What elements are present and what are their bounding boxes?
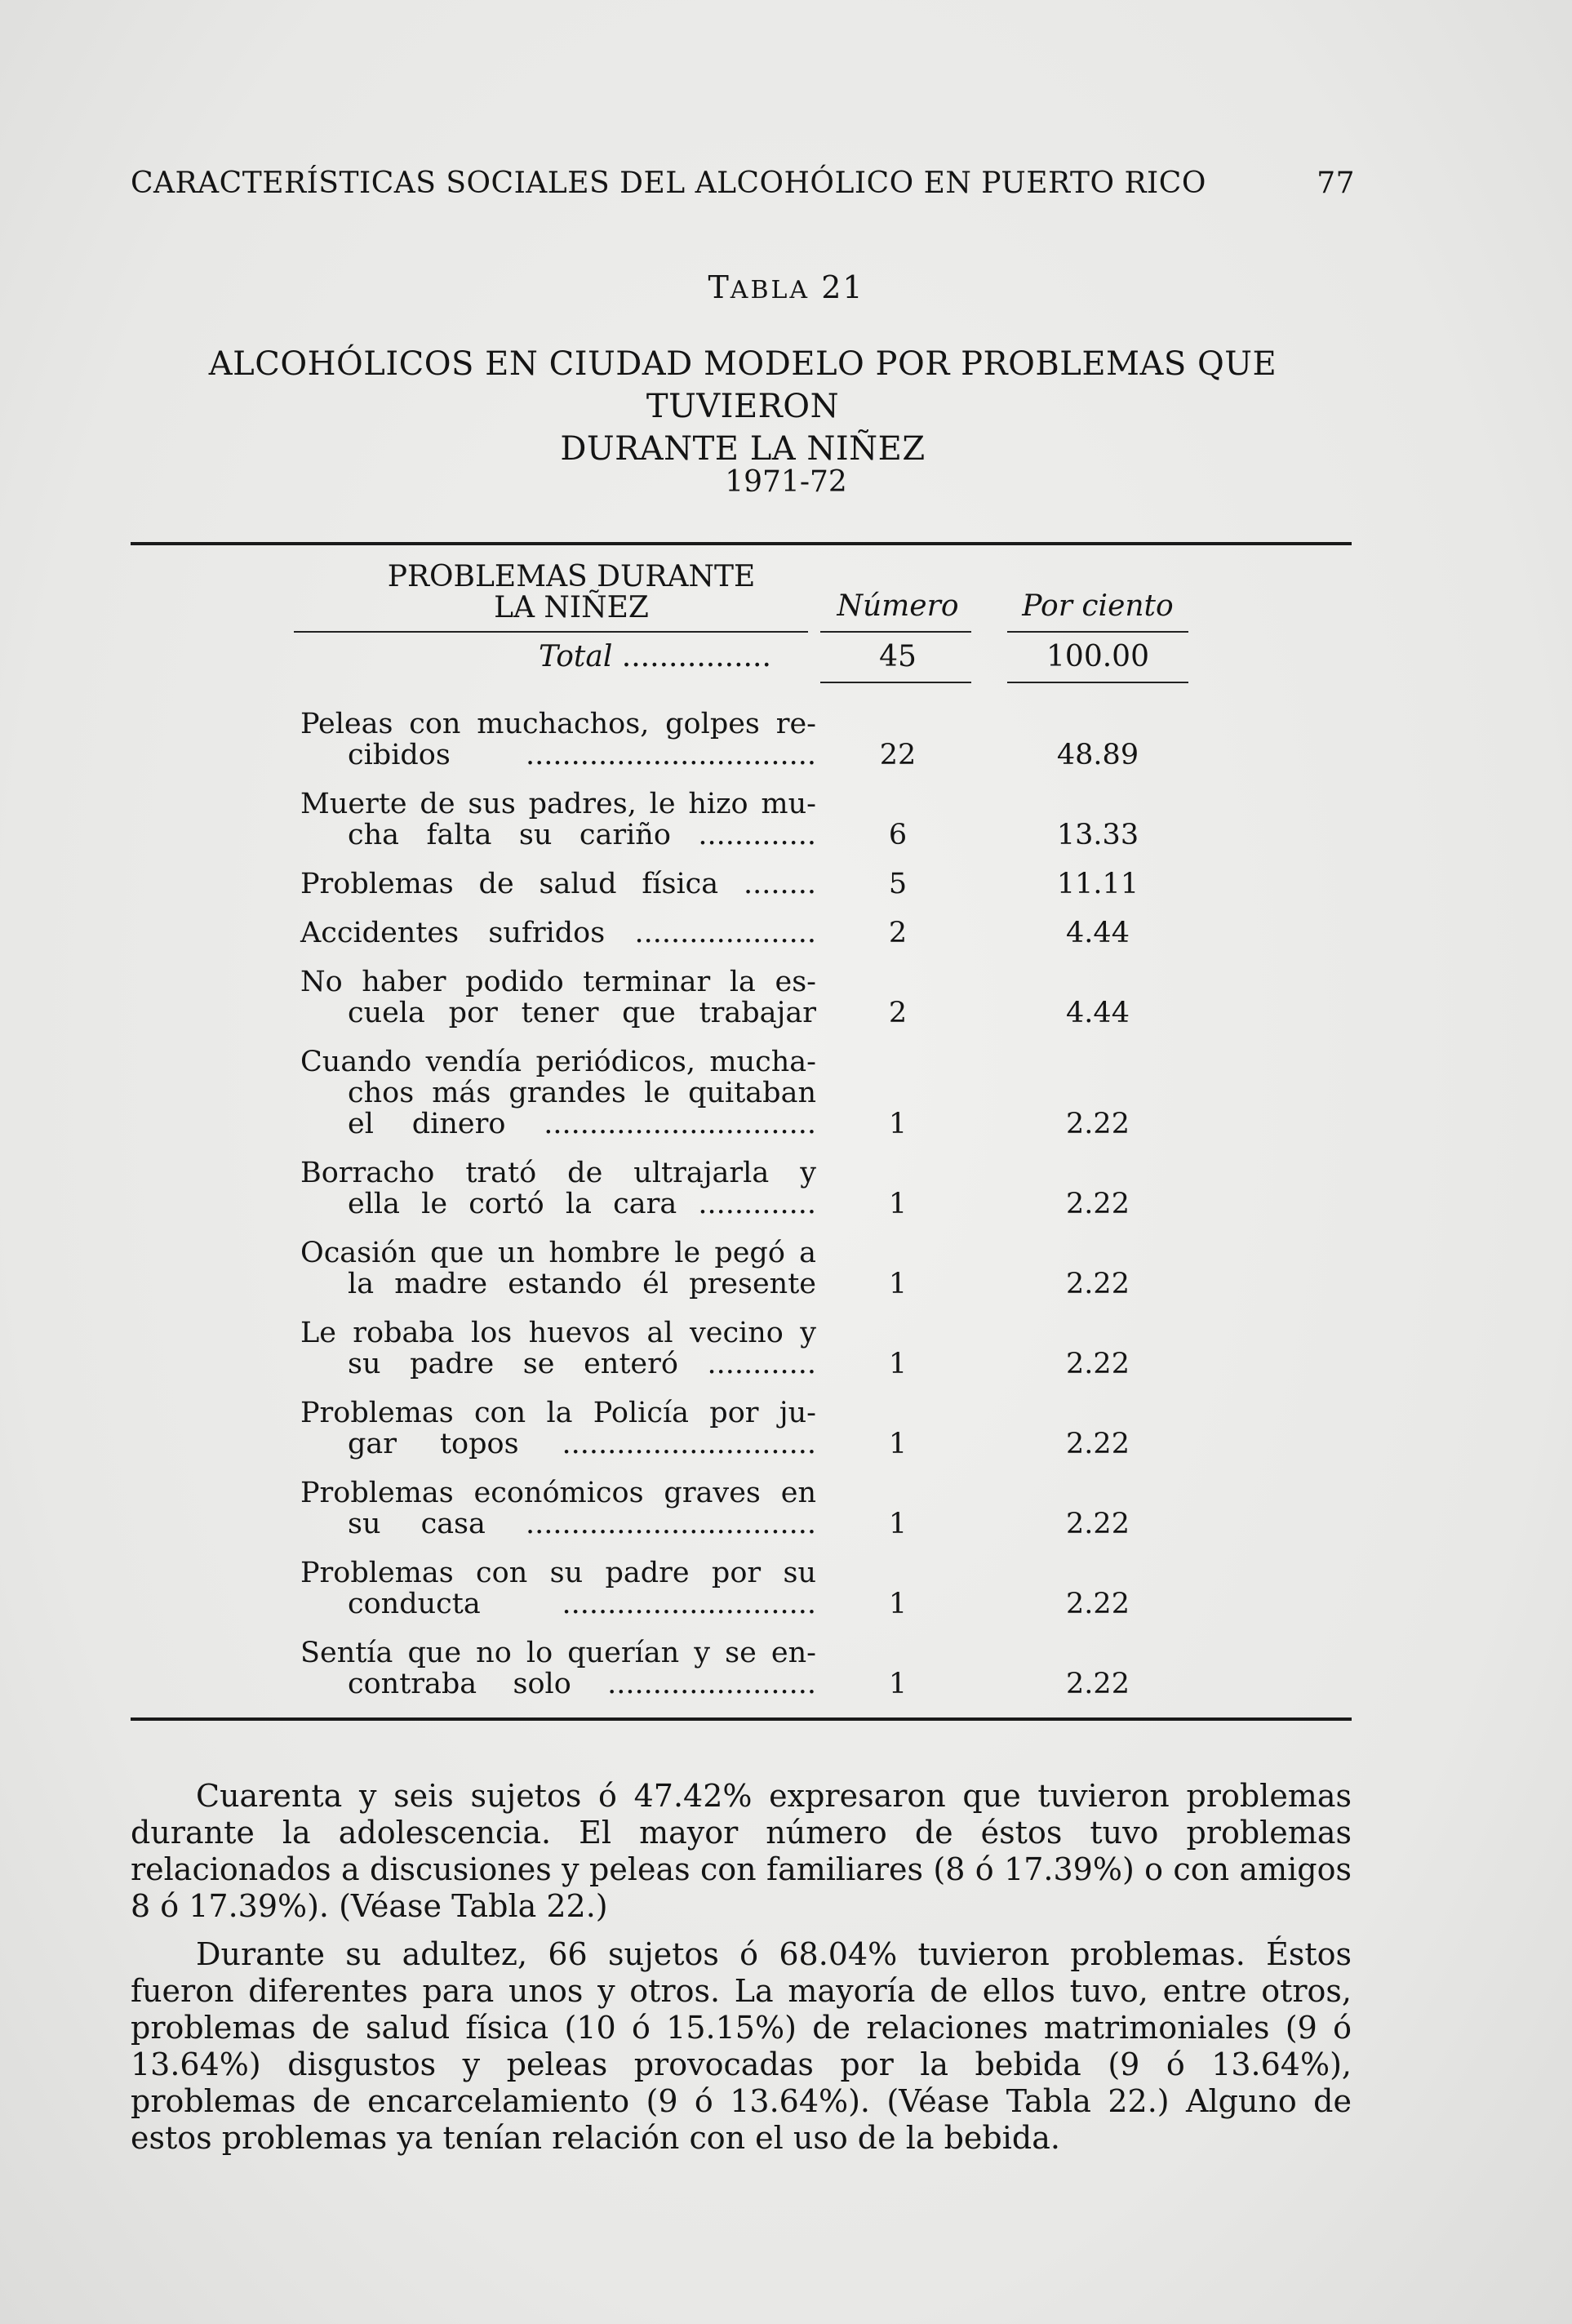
table-row [300, 789, 1198, 851]
row-number: 1 [888, 1268, 908, 1300]
row-problem-label [300, 1318, 816, 1380]
table-body [300, 709, 1198, 1717]
total-row-label [539, 640, 816, 673]
table-row [300, 1046, 1198, 1140]
row-percent: 2.22 [1066, 1268, 1130, 1300]
total-label: Total [539, 640, 613, 673]
table-row [300, 1637, 1198, 1700]
row-problem-line: Problemas con su padre por su [300, 1557, 816, 1589]
row-problem-line: Ocasión que un hombre le pegó a [300, 1237, 816, 1269]
row-problem-line: No haber podido terminar la es- [300, 966, 816, 998]
column-header-rule [294, 631, 808, 633]
row-problem-line: la madre estando él presente [348, 1268, 816, 1300]
row-number: 1 [888, 1588, 908, 1620]
table-row [300, 1557, 1198, 1620]
row-problem-line: cha falta su cariño ............. [348, 819, 816, 851]
number-header-rule [820, 631, 971, 633]
row-number: 5 [888, 868, 908, 900]
row-problem-line: Cuando vendía periódicos, mucha- [300, 1046, 816, 1078]
row-problem-label [300, 966, 816, 1029]
page-number: 77 [1317, 167, 1355, 200]
row-percent: 48.89 [1056, 739, 1139, 771]
column-header-number: Número [837, 589, 959, 623]
table-label: TABLA 21 [708, 269, 864, 305]
column-header-percent: Por ciento [1022, 589, 1174, 623]
row-percent: 11.11 [1056, 868, 1139, 900]
row-number: 6 [888, 819, 908, 851]
column-header-problems-line-1: PROBLEMAS DURANTE [387, 560, 756, 593]
row-number: 22 [879, 739, 917, 771]
row-problem-line: contraba solo ....................... [348, 1668, 816, 1700]
row-problem-label [300, 1158, 816, 1220]
row-problem-line: conducta ............................ [348, 1588, 816, 1620]
row-number: 2 [888, 917, 908, 949]
paragraph: Cuarenta y seis sujetos ó 47.42% expresaron que tuvieron problemas durante la adolescencia. El mayor número de éstos tuvo problemas relacionados a discusiones y peleas con familiares (8 ó 17.39%) o con amigos 8 ó 17.39%). (Véase Tabla 22.) [131, 1778, 1352, 1924]
row-percent: 2.22 [1066, 1668, 1130, 1700]
row-problem-label [300, 1557, 816, 1620]
row-problem-line: su casa ................................ [348, 1508, 816, 1540]
running-header [131, 167, 1355, 200]
table-row [300, 1238, 1198, 1300]
percent-header-rule [1007, 631, 1188, 633]
row-problem-line: cuela por tener que trabajar [348, 997, 816, 1029]
paragraph: Durante su adultez, 66 sujetos ó 68.04% tuvieron problemas. Éstos fueron diferentes para unos y otros. La mayoría de ellos tuvo, entre otros, problemas de salud física (10 ó 15.15%) de relaciones matrimoniales (9 ó 13.64%) disgustos y peleas provocadas por la bebida (9 ó 13.64%), problemas de encarcelamiento (9 ó 13.64%). (Véase Tabla 22.) Alguno de estos problemas ya tenían relación con el uso de la bebida. [131, 1936, 1352, 2156]
row-problem-label [300, 1477, 816, 1540]
row-problem-line: Peleas con muchachos, golpes re- [300, 708, 816, 740]
row-percent: 2.22 [1066, 1188, 1130, 1220]
row-percent: 2.22 [1066, 1588, 1130, 1620]
table-row [300, 918, 1198, 949]
table-row [300, 1477, 1198, 1540]
row-problem-line: ella le cortó la cara ............. [348, 1188, 816, 1220]
total-number-rule [820, 682, 971, 683]
column-header-problems-line-2: LA NIÑEZ [494, 591, 649, 624]
row-problem-line: su padre se enteró ............ [348, 1348, 816, 1380]
running-title: CARACTERÍSTICAS SOCIALES DEL ALCOHÓLICO EN PUERTO RICO [131, 167, 1206, 200]
table-title-line-2: DURANTE LA NIÑEZ [560, 430, 926, 468]
row-percent: 2.22 [1066, 1348, 1130, 1380]
row-problem-line: Borracho trató de ultrajarla y [300, 1157, 816, 1189]
row-problem-label [300, 1238, 816, 1300]
total-percent: 100.00 [1046, 640, 1149, 673]
row-percent: 4.44 [1066, 997, 1130, 1029]
row-problem-line: Accidentes sufridos .................... [300, 917, 816, 949]
row-problem-label [300, 1637, 816, 1700]
row-problem-line: Problemas de salud física ........ [300, 868, 816, 900]
row-number: 2 [888, 997, 908, 1029]
table-bottom-rule [131, 1717, 1352, 1721]
table-row [300, 709, 1198, 771]
row-problem-line: Muerte de sus padres, le hizo mu- [300, 788, 816, 820]
row-problem-line: Sentía que no lo querían y se en- [300, 1637, 816, 1669]
row-problem-line: chos más grandes le quitaban [348, 1077, 816, 1109]
total-leader-dots: ................ [621, 640, 771, 673]
table-top-rule [131, 542, 1352, 545]
table-row [300, 1158, 1198, 1220]
table-years: 1971-72 [725, 465, 847, 499]
table-row [300, 1398, 1198, 1460]
row-number: 1 [888, 1668, 908, 1700]
row-number: 1 [888, 1508, 908, 1540]
row-problem-label [300, 869, 816, 900]
row-percent: 2.22 [1066, 1428, 1130, 1460]
row-number: 1 [888, 1348, 908, 1380]
row-number: 1 [888, 1188, 908, 1220]
row-problem-line: gar topos ............................ [348, 1428, 816, 1460]
row-problem-label [300, 709, 816, 771]
table-title [131, 343, 1355, 470]
row-problem-label [300, 918, 816, 949]
row-percent: 2.22 [1066, 1108, 1130, 1140]
table-row [300, 869, 1198, 900]
table-row [300, 966, 1198, 1029]
row-number: 1 [888, 1108, 908, 1140]
row-problem-label [300, 789, 816, 851]
row-problem-line: Le robaba los huevos al vecino y [300, 1317, 816, 1349]
row-problem-line: el dinero .............................. [348, 1108, 816, 1140]
row-percent: 13.33 [1056, 819, 1139, 851]
total-percent-rule [1007, 682, 1188, 683]
row-problem-label [300, 1046, 816, 1140]
column-header-problems [326, 562, 816, 624]
row-problem-line: Problemas económicos graves en [300, 1477, 816, 1509]
row-problem-line: Problemas con la Policía por ju- [300, 1397, 816, 1429]
row-percent: 2.22 [1066, 1508, 1130, 1540]
row-problem-line: cibidos ................................ [348, 739, 816, 771]
row-percent: 4.44 [1066, 917, 1130, 949]
total-number: 45 [879, 640, 917, 673]
row-problem-label [300, 1398, 816, 1460]
body-text [131, 1778, 1352, 2168]
row-number: 1 [888, 1428, 908, 1460]
table-title-line-1: ALCOHÓLICOS EN CIUDAD MODELO POR PROBLEMAS QUE TUVIERON [208, 345, 1277, 425]
table-row [300, 1318, 1198, 1380]
